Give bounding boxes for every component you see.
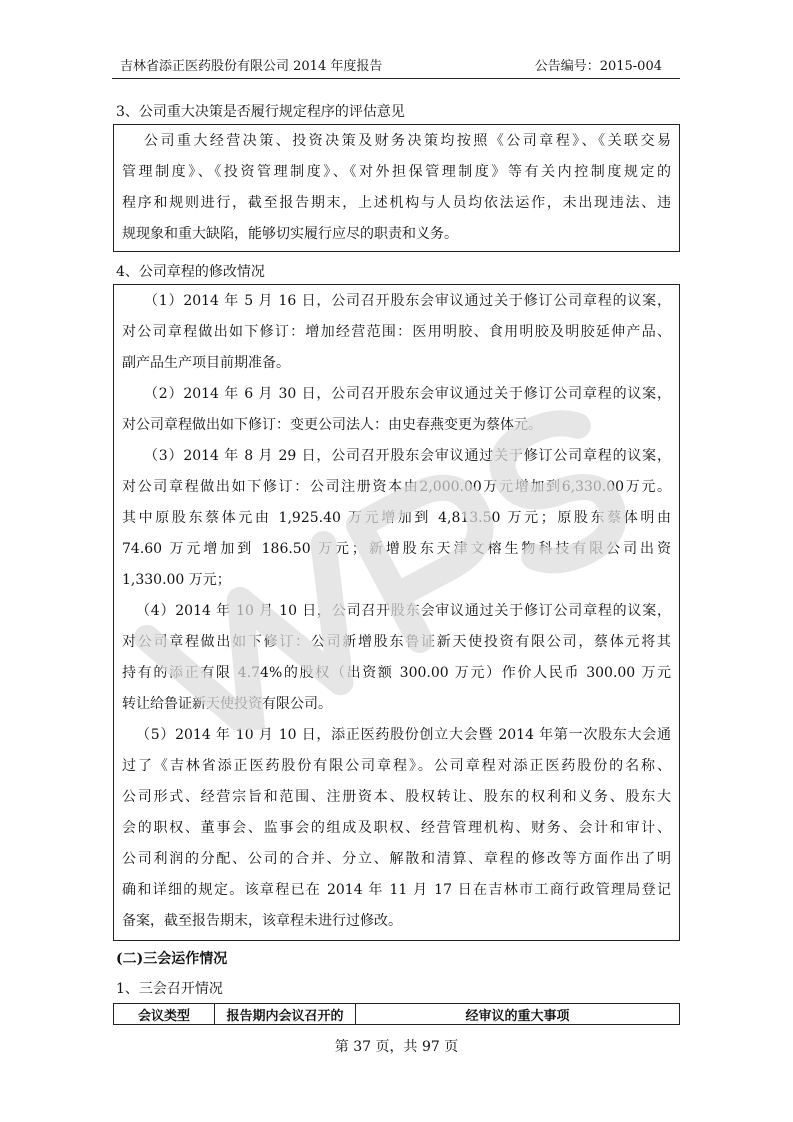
section4-line: 公司利润的分配、公司的合并、分立、解散和清算、章程的修改等方面作出了明 bbox=[122, 851, 671, 867]
section4-line: 会的职权、董事会、监事会的组成及职权、经营管理机构、财务、会计和审计、 bbox=[122, 820, 671, 836]
header-announcement-number: 公告编号：2015-004 bbox=[534, 59, 662, 74]
section4-line: 过了《吉林省添正医药股份有限公司章程》。公司章程对添正医药股份的名称、 bbox=[122, 758, 671, 774]
section3-line: 规现象和重大缺陷，能够切实履行应尽的职责和义务。 bbox=[122, 226, 458, 242]
page-footer: 第 37 页，共 97 页 bbox=[334, 1039, 459, 1055]
column-header-meeting-type: 会议类型 bbox=[114, 1004, 215, 1025]
section-b-title: (二)三会运作情况 bbox=[116, 951, 228, 967]
section4-line: （2）2014 年 6 月 30 日，公司召开股东会审议通过关于修订公司章程的议案， bbox=[144, 386, 671, 402]
section4-line: （5）2014 年 10 月 10 日，添正医药股份创立大会暨 2014 年第一次股东大会通 bbox=[136, 727, 671, 743]
page-header bbox=[112, 56, 680, 79]
section4-line: 1,330.00 万元； bbox=[122, 572, 231, 588]
section3-title: 3、公司重大决策是否履行规定程序的评估意见 bbox=[116, 104, 405, 120]
section4-line: 持有的添正有限 4.74%的股权（出资额 300.00 万元）作价人民币 300.00 万元 bbox=[122, 665, 671, 681]
section4-line: （3）2014 年 8 月 29 日，公司召开股东会审议通过关于修订公司章程的议案， bbox=[144, 448, 671, 464]
section4-line: 对公司章程做出如下修订：公司新增股东鲁证新天使投资有限公司，蔡体元将其 bbox=[122, 634, 671, 650]
column-header-meetings-held: 报告期内会议召开的 bbox=[215, 1004, 356, 1025]
section4-line: 确和详细的规定。该章程已在 2014 年 11 月 17 日在吉林市工商行政管理局登记 bbox=[122, 882, 671, 898]
section4-box bbox=[113, 284, 680, 941]
section4-line: 对公司章程做出如下修订：公司注册资本由2,000.00万元增加到6,330.00万元。 bbox=[122, 479, 671, 495]
section4-line: 副产品生产项目前期准备。 bbox=[122, 355, 290, 371]
section4-line: （1）2014 年 5 月 16 日，公司召开股东会审议通过关于修订公司章程的议案， bbox=[144, 293, 671, 309]
meetings-table bbox=[113, 1003, 680, 1025]
section3-line: 公司重大经营决策、投资决策及财务决策均按照《公司章程》、《关联交易 bbox=[144, 133, 671, 149]
section4-line: 其中原股东蔡体元由 1,925.40 万元增加到 4,813.50 万元；原股东蔡体明由 bbox=[122, 510, 671, 526]
section3-line: 程序和规则进行，截至报告期末，上述机构与人员均依法运作，未出现违法、违 bbox=[122, 195, 671, 211]
column-header-major-matters: 经审议的重大事项 bbox=[356, 1004, 680, 1025]
section4-line: 转让给鲁证新天使投资有限公司。 bbox=[122, 696, 332, 712]
section4-line: 备案，截至报告期末，该章程未进行过修改。 bbox=[122, 913, 402, 929]
header-report-title: 吉林省添正医药股份有限公司 2014 年度报告 bbox=[120, 59, 383, 74]
section-b-subtitle: 1、三会召开情况 bbox=[116, 981, 223, 997]
table-header-row bbox=[114, 1004, 680, 1025]
section4-line: （4）2014 年 10 月 10 日，公司召开股东会审议通过关于修订公司章程的议案， bbox=[136, 603, 671, 619]
section3-box bbox=[113, 124, 680, 252]
section4-line: 公司形式、经营宗旨和范围、注册资本、股权转让、股东的权利和义务、股东大 bbox=[122, 789, 671, 805]
section4-line: 对公司章程做出如下修订：变更公司法人：由史春燕变更为蔡体元。 bbox=[122, 417, 542, 433]
section3-line: 管理制度》、《投资管理制度》、《对外担保管理制度》等有关内控制度规定的 bbox=[122, 164, 671, 180]
section4-line: 对公司章程做出如下修订：增加经营范围：医用明胶、食用明胶及明胶延伸产品、 bbox=[122, 324, 671, 340]
section4-line: 74.60 万元增加到 186.50 万元；新增股东天津文榕生物科技有限公司出资 bbox=[122, 541, 671, 557]
section4-title: 4、公司章程的修改情况 bbox=[116, 264, 265, 280]
